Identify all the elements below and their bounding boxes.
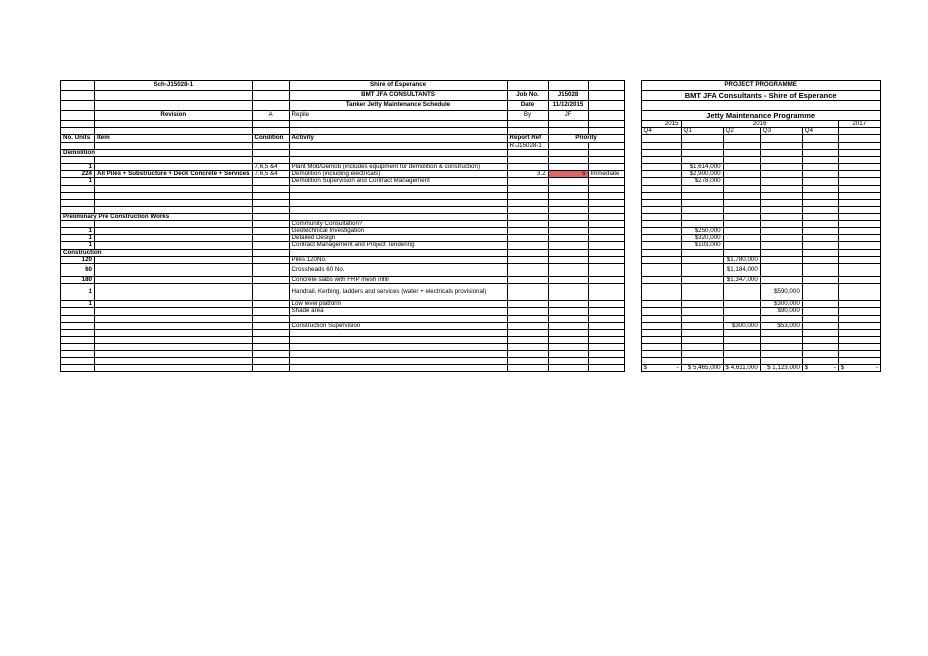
quarter-row (61, 128, 881, 135)
table-row (61, 192, 881, 199)
cost-cell: $300,000 (760, 301, 802, 308)
report-ref-default: R-J15028-1 (507, 142, 548, 149)
cost-cell: $2,900,000 (681, 171, 723, 178)
activity-cell: Geotechnical Investigation (289, 228, 507, 235)
schedule-title: Tanker Jetty Maintenance Schedule (289, 101, 507, 111)
table-row (61, 164, 881, 171)
units-cell: 224 (61, 171, 95, 178)
cost-cell: $53,000 (760, 322, 802, 329)
table-row (61, 228, 881, 235)
table-row (61, 308, 881, 315)
condition-cell: 7,6,5 &4 (252, 171, 289, 178)
col-item: Item (95, 135, 253, 142)
priority-text-cell: Immediate (588, 171, 624, 178)
cost-cell: $103,000 (681, 242, 723, 249)
col-activity: Activity (289, 135, 507, 142)
table-row (61, 322, 881, 329)
col-no-units: No. Units (61, 135, 95, 142)
section-demolition: Demolition (61, 149, 253, 156)
units-cell: 1 (61, 242, 95, 249)
activity-cell: Community Consultation? (289, 220, 507, 227)
revision-value: A (252, 111, 289, 121)
total-q1: $ 5,465,000 (681, 364, 723, 371)
table-row (61, 199, 881, 206)
cost-cell: $1,184,000 (723, 264, 760, 277)
units-cell: 1 (61, 178, 95, 185)
total-q4: $ - (802, 364, 838, 371)
units-cell: 60 (61, 264, 95, 277)
table-row (61, 242, 881, 249)
cost-cell: $90,000 (760, 308, 802, 315)
table-row (61, 157, 881, 164)
schedule-sheet (60, 80, 881, 372)
table-row (61, 284, 881, 301)
table-row (61, 178, 881, 185)
quarter-q3: Q3 (760, 128, 802, 135)
job-no-label: Job No. (507, 91, 548, 101)
col-report-ref: Report Ref (507, 135, 548, 142)
programme-title: Jetty Maintenance Programme (641, 111, 880, 121)
units-cell: 1 (61, 235, 95, 242)
table-row (61, 256, 881, 263)
quarter-q2: Q2 (723, 128, 760, 135)
cost-cell: $300,000 (723, 322, 760, 329)
client-name: Shire of Esperance (289, 81, 507, 91)
col-condition: Condition (252, 135, 289, 142)
year-2016: 2016 (681, 121, 838, 128)
total-q4-2015: $ - (641, 364, 681, 371)
date-value: 11/12/2015 (548, 101, 588, 111)
year-2017: 2017 (838, 121, 880, 128)
table-row (61, 357, 881, 364)
activity-cell: Handrail, Kerbing, ladders and services (water + electricals provisional) (289, 284, 507, 301)
section-row (61, 213, 881, 220)
year-row (61, 121, 881, 128)
cost-cell: $1,347,000 (723, 277, 760, 284)
table-row (61, 185, 881, 192)
total-q3: $ 1,123,000 (760, 364, 802, 371)
schedule-table (60, 80, 881, 372)
units-cell: 1 (61, 164, 95, 171)
table-row (61, 277, 881, 284)
header-row-3 (61, 101, 881, 111)
programme-subheading: BMT JFA Consultants - Shire of Esperance (641, 91, 880, 101)
table-row (61, 171, 881, 178)
units-cell: 1 (61, 228, 95, 235)
year-2015: 2015 (641, 121, 681, 128)
activity-cell: Demolition Supervision and Contract Management (289, 178, 507, 185)
cost-cell: $1,780,000 (723, 256, 760, 263)
table-row (61, 206, 881, 213)
activity-cell: Detailed Design (289, 235, 507, 242)
activity-cell: Concrete slabs with FRP mesh infill (289, 277, 507, 284)
table-row (61, 343, 881, 350)
activity-cell: Piles 120No. (289, 256, 507, 263)
section-construction: Construction (61, 249, 253, 256)
section-row (61, 149, 881, 156)
units-cell: 1 (61, 284, 95, 301)
table-row (61, 220, 881, 227)
col-priority: Priority (548, 135, 624, 142)
quarter-q1: Q1 (681, 128, 723, 135)
activity-cell: Construction Supervision (289, 322, 507, 329)
header-row-4 (61, 111, 881, 121)
schedule-number: Sch-J15028-1 (95, 81, 253, 91)
units-cell: 1 (61, 301, 95, 308)
activity-cell: Plant Mob/Demob (includes equipment for demolition & construction) (289, 164, 507, 171)
priority-score-cell: 5 (548, 171, 588, 178)
column-header-row (61, 135, 881, 142)
total-2017: $ - (838, 364, 880, 371)
units-cell: 120 (61, 256, 95, 263)
table-row (61, 329, 881, 336)
table-row (61, 235, 881, 242)
activity-cell: Contract Management and Project Tendering (289, 242, 507, 249)
activity-cell: Demolition (including electricals) (289, 171, 507, 178)
section-preliminary: Preliminary Pre Construction Works (61, 213, 253, 220)
total-q2: $ 4,611,000 (723, 364, 760, 371)
header-row-2 (61, 91, 881, 101)
revision-label: Revision (95, 111, 253, 121)
cost-cell: $590,000 (760, 284, 802, 301)
job-no-value: J15028 (548, 91, 588, 101)
ref-row (61, 142, 881, 149)
by-value: JF (548, 111, 588, 121)
activity-cell: Shade area (289, 308, 507, 315)
date-label: Date (507, 101, 548, 111)
cost-cell: $320,000 (681, 235, 723, 242)
condition-cell: 7,6,5 &4 (252, 164, 289, 171)
table-row (61, 336, 881, 343)
header-row-1 (61, 81, 881, 91)
quarter-q4-2015: Q4 (641, 128, 681, 135)
activity-cell: Crossheads 60 No. (289, 264, 507, 277)
totals-row (61, 364, 881, 371)
activity-cell: Low level platform (289, 301, 507, 308)
by-label: By (507, 111, 548, 121)
table-row (61, 264, 881, 277)
programme-heading: PROJECT PROGRAMME (641, 81, 880, 91)
quarter-q4: Q4 (802, 128, 838, 135)
units-cell: 180 (61, 277, 95, 284)
section-row (61, 249, 881, 256)
table-row (61, 350, 881, 357)
cost-cell: $250,000 (681, 228, 723, 235)
report-ref-cell: 3.2 (507, 171, 548, 178)
table-row (61, 301, 881, 308)
revision-description: Repile (289, 111, 507, 121)
item-cell: All Piles + Substructure + Deck Concrete + Services (95, 171, 253, 178)
consultant-name: BMT JFA CONSULTANTS (289, 91, 507, 101)
cost-cell: $1,614,000 (681, 164, 723, 171)
cost-cell: $278,000 (681, 178, 723, 185)
table-row (61, 315, 881, 322)
